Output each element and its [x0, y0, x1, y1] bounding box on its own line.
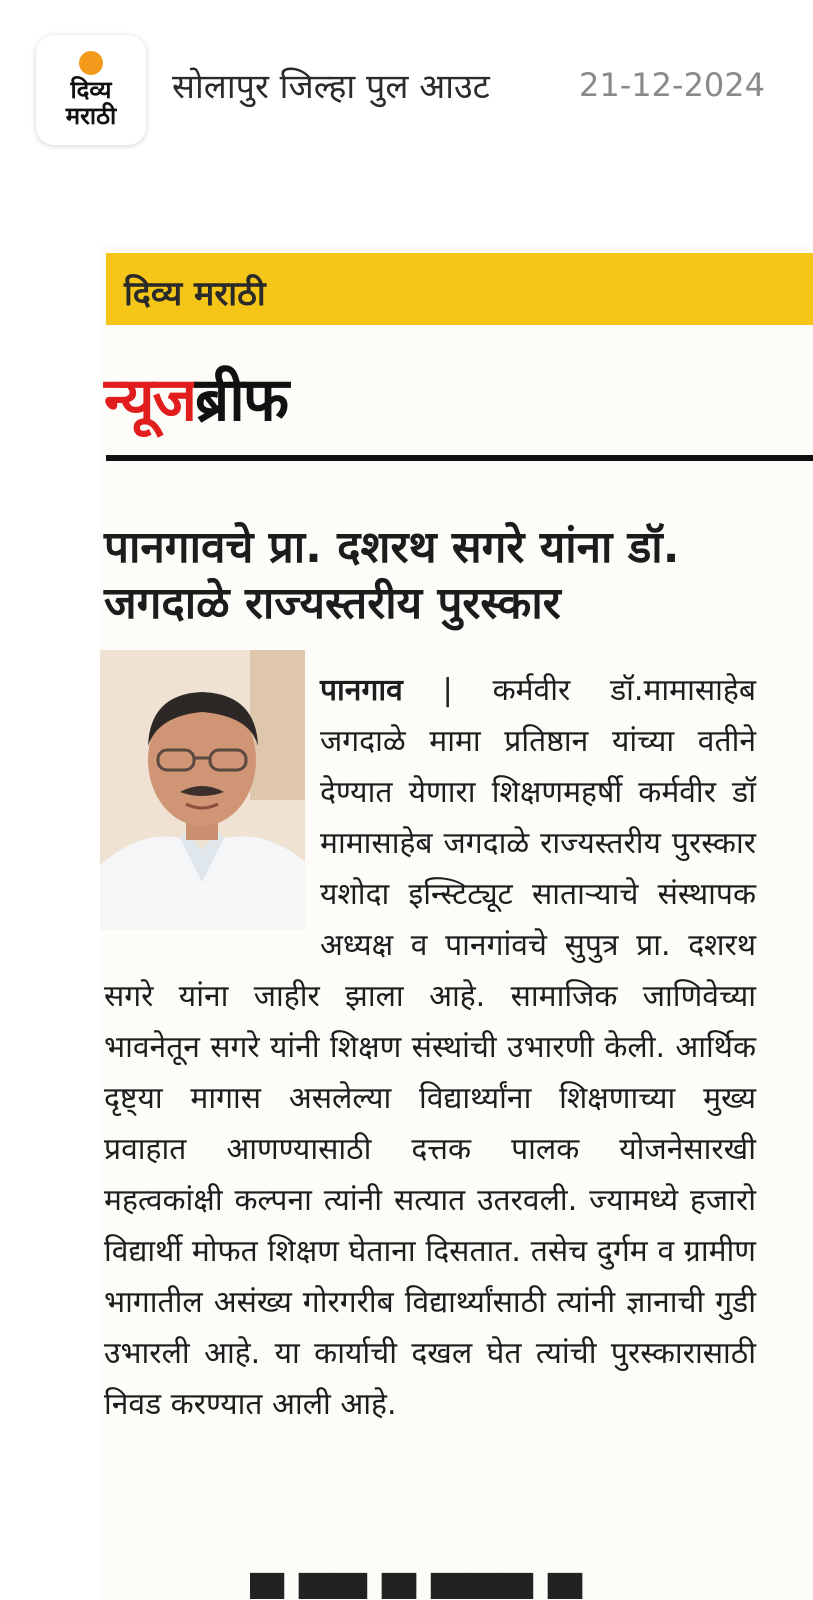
article-headline: पानगावचे प्रा. दशरथ सगरे यांना डॉ. जगदाळे राज्यस्तरीय पुरस्कार	[104, 522, 680, 629]
logo-line-2: मराठी	[65, 102, 117, 130]
section-heading-black: ब्रीफ	[195, 365, 288, 435]
brand-strip	[106, 253, 813, 325]
logo-orange-dot-icon	[79, 51, 103, 75]
edition-title: सोलापुर जिल्हा पुल आउट	[172, 67, 490, 107]
section-divider	[106, 455, 813, 461]
article-dateline: पानगाव	[320, 673, 403, 708]
article-body	[104, 665, 756, 1430]
edition-date: 21-12-2024	[579, 66, 765, 104]
photo-wrap-spacer	[104, 665, 320, 967]
article-text: | कर्मवीर डॉ.मामासाहेब जगदाळे मामा प्रतिष्ठान यांच्या वतीने देण्यात येणारा शिक्षणमहर्षी कर्मवीर डॉ मामासाहेब जगदाळे राज्यस्तरीय पुरस्कार यशोदा इन्स्टिट्यूट साताऱ्याचे संस्थापक अध्यक्ष व पानगांवचे सुपुत्र प्रा. दशरथ सगरे यांना जाहीर झाला आहे. सामाजिक जाणिवेच्या भावनेतून सगरे यांनी शिक्षण संस्थांची उभारणी केली. आर्थिक दृष्ट्या मागास असलेल्या विद्यार्थ्यांना शिक्षणाच्या मुख्य प्रवाहात आणण्यासाठी दत्तक पालक योजनेसारखी महत्वकांक्षी कल्पना त्यांनी सत्यात उतरवली. ज्यामध्ये हजारो विद्यार्थी मोफत शिक्षण घेताना दिसतात. तसेच दुर्गम व ग्रामीण भागातील असंख्य गोरगरीब विद्यार्थ्यांसाठी त्यांनी ज्ञानाची गुडी उभारली आहे. या कार्याची दखल घेत त्यांची पुरस्कारासाठी निवड करण्यात आली आहे.	[104, 673, 756, 1422]
brand-strip-label: दिव्य मराठी	[124, 274, 266, 314]
logo-line-1: दिव्य	[70, 76, 112, 104]
section-heading-red: न्यूज	[104, 365, 196, 435]
divya-marathi-app-icon[interactable]	[36, 35, 146, 145]
news-clipping[interactable]	[100, 245, 813, 1600]
next-headline-cutoff: ▀ ▀▀ ▀ ▀▀▀ ▀	[250, 1574, 582, 1600]
top-bar	[0, 0, 813, 180]
section-heading	[104, 365, 287, 435]
